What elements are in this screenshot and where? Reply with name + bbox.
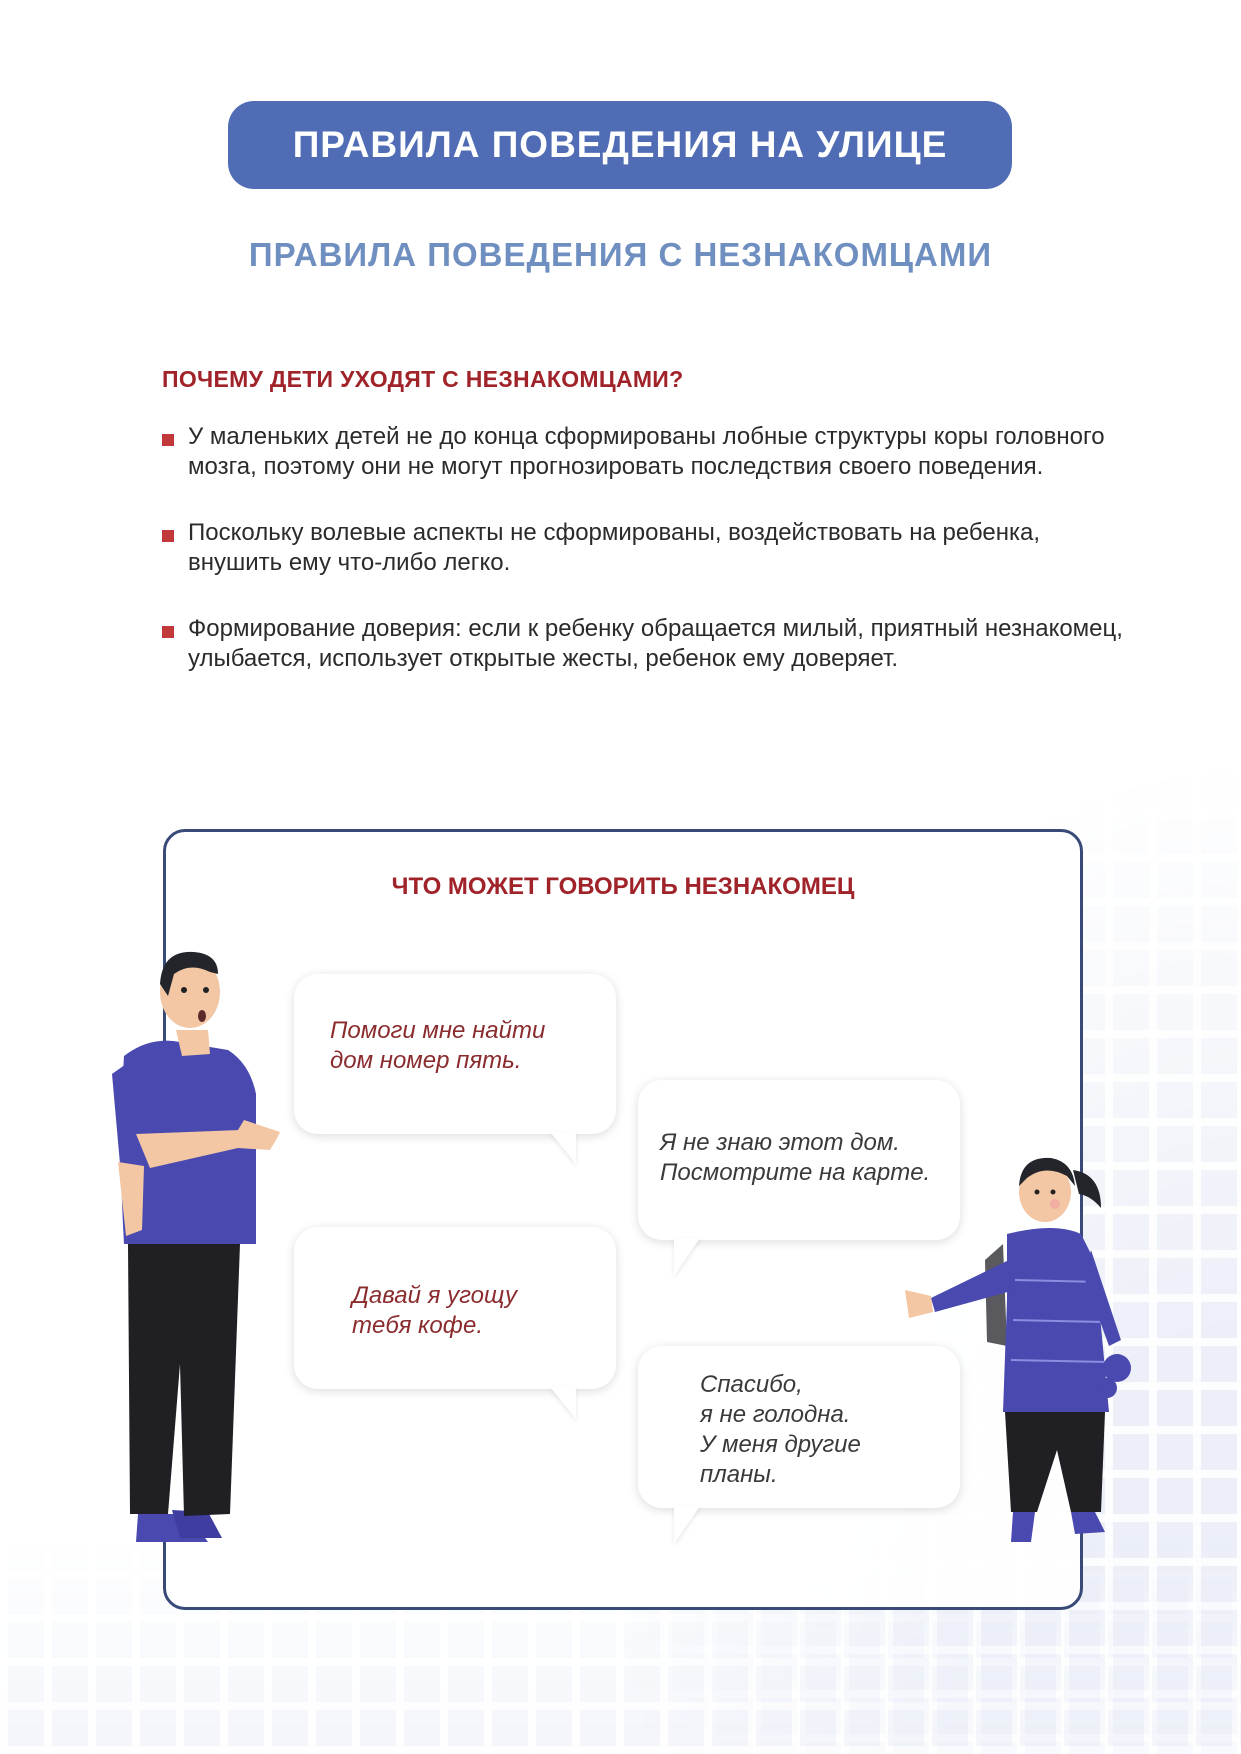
bullet-square-icon <box>162 434 174 446</box>
list-item <box>162 518 1132 578</box>
speech-bubble-text: Давай я угощу тебя кофе. <box>352 1282 517 1339</box>
bullet-square-icon <box>162 626 174 638</box>
girl-illustration <box>895 1150 1175 1550</box>
speech-bubble-text: Я не знаю этот дом. Посмотрите на карте. <box>660 1129 931 1186</box>
page-subtitle: ПРАВИЛА ПОВЕДЕНИЯ С НЕЗНАКОМЦАМИ <box>248 236 993 273</box>
bullet-square-icon <box>162 530 174 542</box>
speech-bubble-tail <box>550 1387 576 1419</box>
list-item-text: У маленьких детей не до конца сформированы лобные структуры коры головного мозга, поэтому они не могут прогнозировать последствия своего поведения. <box>188 423 1105 480</box>
list-item <box>162 614 1132 674</box>
dialog-title: ЧТО МОЖЕТ ГОВОРИТЬ НЕЗНАКОМЕЦ <box>391 873 855 900</box>
speech-bubble-text: Помоги мне найти дом номер пять. <box>330 1017 546 1074</box>
why-section-list <box>162 422 1132 710</box>
page-title-banner <box>228 101 1012 189</box>
list-item-text: Формирование доверия: если к ребенку обращается милый, приятный незнакомец, улыбается, использует открытые жесты, ребенок ему доверяет. <box>188 615 1123 672</box>
speech-bubble-tail <box>674 1506 700 1544</box>
speech-bubble-stranger-1 <box>294 974 616 1134</box>
speech-bubble-tail <box>674 1238 700 1276</box>
man-illustration <box>110 944 285 1549</box>
list-item-text: Поскольку волевые аспекты не сформированы, воздействовать на ребенка, внушить ему что-либо легко. <box>188 519 1041 576</box>
list-item <box>162 422 1132 482</box>
speech-bubble-tail <box>550 1132 576 1164</box>
speech-bubble-text: Спасибо, я не голодна. У меня другие планы. <box>700 1371 861 1488</box>
why-section-heading: ПОЧЕМУ ДЕТИ УХОДЯТ С НЕЗНАКОМЦАМИ? <box>162 366 684 392</box>
page-title: ПРАВИЛА ПОВЕДЕНИЯ НА УЛИЦЕ <box>292 124 948 165</box>
speech-bubble-stranger-2 <box>294 1227 616 1389</box>
